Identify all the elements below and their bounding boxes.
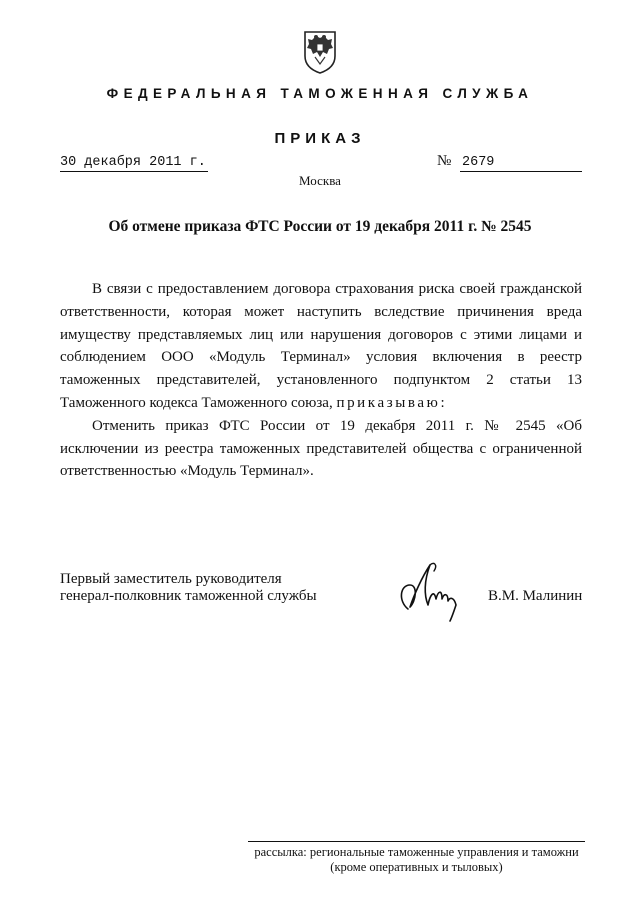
body-paragraph-1: [60, 278, 582, 415]
signer-position: [60, 571, 317, 605]
order-subject: Об отмене приказа ФТС России от 19 декабря 2011 г. № 2545: [108, 218, 532, 235]
order-body: [60, 278, 582, 483]
distribution-list: [248, 845, 585, 875]
order-date: 30 декабря 2011 г.: [60, 155, 208, 172]
body-paragraph-2: Отменить приказ ФТС России от 19 декабря 2011 г. № 2545 «Об исключении из реестра таможенных представителей общества с ограниченной ответственностью «Модуль Терминал».: [60, 417, 582, 480]
order-directive: приказываю:: [336, 394, 448, 411]
distribution-divider: [248, 841, 585, 842]
signer-name: В.М. Малинин: [488, 588, 583, 604]
body-paragraph-1-text: В связи с предоставлением договора страхования риска своей гражданской ответственности, которая может наступить вследствие причинения вреда имуществу представляемых лиц или нарушения договоров с этими лицами и соблюдением ООО «Модуль Терминал» условия включения в реестр таможенных представителей, установленного подпунктом 2 статьи 13 Таможенного кодекса Таможенного союза,: [60, 281, 582, 411]
coat-of-arms-emblem: [297, 26, 343, 74]
agency-name: ФЕДЕРАЛЬНАЯ ТАМОЖЕННАЯ СЛУЖБА: [106, 86, 534, 101]
order-number: 2679: [462, 155, 495, 170]
signer-position-line-2: генерал-полковник таможенной службы: [60, 588, 317, 604]
distribution-line-1: рассылка: региональные таможенные управления и таможни: [254, 845, 579, 859]
handwritten-signature: [394, 555, 460, 623]
signer-position-line-1: Первый заместитель руководителя: [60, 571, 282, 587]
document-type: ПРИКАЗ: [274, 130, 366, 147]
city: Москва: [299, 173, 341, 188]
distribution-line-2: (кроме оперативных и тыловых): [330, 860, 503, 874]
order-number-label: №: [437, 153, 452, 169]
